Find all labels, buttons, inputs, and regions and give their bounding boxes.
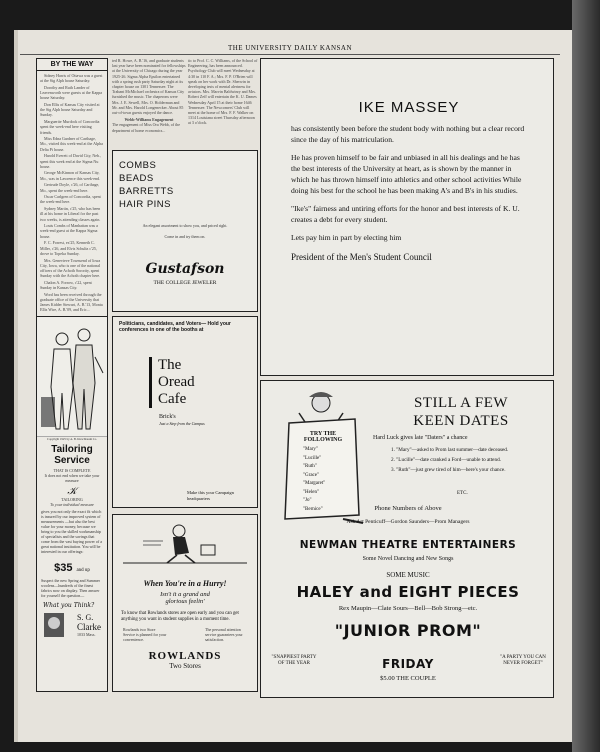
engagement-text: The engagement of Miss Ora Webb, of the department of home economics... — [112, 122, 181, 133]
by-the-way-heading: BY THE WAY — [37, 59, 107, 71]
prom-date-item: 2. "Lucille"—date cranked a Ford—unable to attend. — [391, 457, 501, 463]
tailoring-body: gives you not only the exact fit which is insured by our improved system of measurements —but also the best value for your money, because we bring to you the skilled workmanship of specialists and the savings that come from the vast buying power of a great national institution. You will be interested in our offerings: — [41, 509, 102, 554]
sign-item: "Lucille" — [303, 455, 322, 461]
sign-item: "Bernice" — [303, 506, 323, 512]
rowlands-headline: When You're in a Hurry! — [143, 579, 227, 588]
oread-name-1: The — [158, 357, 182, 373]
by-the-way-item: Mrs. Genevieve Townsend of Iowa City, Iowa, who is one of the national officers of the Achoth Sorority, spent Sunday with the Achoth chapter here. — [40, 257, 101, 279]
sign-item: "Helen" — [303, 489, 320, 495]
society-column-3 — [188, 58, 258, 146]
prom-date-item: 1. "Mary"—asked to Prom last summer—date deceased. — [391, 447, 509, 453]
gustafson-tagline: THE COLLEGE JEWELER — [153, 280, 217, 286]
rowlands-sub-2: glorious feelin' — [165, 598, 205, 605]
prom-hard-luck: Hard Luck gives late "Daters" a chance — [373, 435, 468, 441]
tailoring-sub: THAT IS COMPLETE — [53, 468, 91, 473]
gustafson-item: HAIR PINS — [119, 199, 172, 210]
tailoring-brand-logo: 𝒦 — [67, 486, 77, 497]
by-the-way-item: Sidney Harris of Ottawa was a guest at the Sig Alph house Saturday. — [40, 73, 103, 84]
clarke-name-2: Clarke — [77, 622, 101, 632]
sign-item: "Jo" — [303, 498, 312, 503]
oread-name-2: Oread — [158, 374, 195, 390]
by-the-way-item: Sydney Martin, c'25, who has been ill at his home in Liberal for the past two weeks, is attending classes again. — [40, 206, 101, 222]
sign-items — [293, 446, 353, 514]
tailoring-signature: What you Think? — [43, 602, 95, 609]
two-men-suits-icon — [37, 317, 107, 435]
clarke-emblem-icon — [43, 612, 65, 638]
engagement-heading: Webb-Williams Engagement — [124, 117, 174, 123]
tailoring-ad — [36, 316, 108, 692]
prom-etc: ETC. — [457, 491, 468, 496]
society-text-3: tic to Prof. C. C. Williams, of the School of Engineering, has been announced. Psychology Club will meet Wednesday at 4:30 in 110 F. A.; Mrs. F. P. O'Brien will speak on her work with Dr. Sherwin in developing tests of mental alertness for aviators. Mrs. Marvin Baldwinry and Mrs. Robert Zeff will entertain the K. U. Dames Wednesday April 15 at their home 1646 Tennessee. The Newcomers' Club will meet at the home of Mrs. F. F. Walker on 1314 Louisiana street Thursday afternoon at 3 o'clock. — [188, 58, 258, 126]
tailoring-heading-2: Service — [54, 455, 90, 466]
by-the-way-item: F. C. Forrest, ex'25, Kenneth C. Miller, c'26, and Elvis Schultz c'25, drove to Topeka Sunday. — [40, 240, 97, 256]
oread-footer: Make this your Campaign headquarters — [187, 490, 234, 501]
ike-massey-ad — [260, 58, 554, 376]
by-the-way-item: Marguerite Murdock of Concordia spent the week-end here visiting friends. — [40, 119, 100, 135]
oread-politicians: Politicians, candidates, and Voters— Hold your conferences in one of the booths at — [119, 321, 231, 333]
gustafson-come: Come in and try them on. — [164, 234, 206, 239]
junior-prom-ad — [260, 380, 554, 698]
tailoring-caption: Copyright 1925 by A. B. Kirschbaum Co. — [46, 437, 98, 441]
rowlands-note-right: The personal attention service guarantees your satisfaction. — [205, 627, 243, 642]
by-the-way-item: George McKinnon of Kansas City, Mo., was in Lawrence this week-end. — [40, 170, 100, 181]
by-the-way-items — [37, 73, 107, 313]
tailoring-store-block — [37, 612, 107, 638]
oread-cafe-ad — [112, 316, 258, 508]
tailoring-brand-sub: To your individual measure — [50, 502, 94, 507]
rowlands-note-left: Rowlands two Store Service is planned for your convenience. — [123, 627, 167, 642]
gustafson-item: COMBS — [119, 160, 157, 171]
tailoring-price: $35 — [54, 562, 73, 574]
tailoring-price-row — [37, 558, 107, 576]
by-the-way-item: Dorothy and Ruth Lander of Leavenworth were guests at the Kappa house Saturday. — [40, 84, 103, 101]
by-the-way-item: Oscar Carlgren of Concordia, spent the week-end here. — [40, 194, 101, 205]
by-the-way-item: Louis Combs of Manhattan was a week-end guest at the Kappa Sigma house. — [40, 223, 98, 239]
prom-music: SOME MUSIC — [386, 571, 430, 579]
sign-item: "Ruth" — [303, 464, 317, 469]
sign-item: "Margaret" — [303, 481, 326, 486]
gustafson-item: BEADS — [119, 173, 154, 184]
ike-para-4: Lets pay him in part by electing him — [291, 233, 402, 242]
prom-day: FRIDAY — [382, 657, 434, 671]
prom-price: $5.00 THE COUPLE — [380, 675, 436, 682]
gustafson-invite: An elegant assortment to show you, and priced right. — [142, 223, 228, 228]
ike-para-2: He has proven himself to be fair and unbiased in all his dealings and he has the best interests of the University at heart, as is shown by the manner in which he has thrown himself into athletics and other school activities While doing his best for the school he has been making A's and B's in his studies. — [291, 153, 522, 195]
by-the-way-item: Harold Everett of David City, Neb., spent this week end at the Sigma Nu house. — [40, 153, 102, 169]
rowlands-sub-1: Isn't it a grand and — [160, 591, 210, 598]
prom-headline-1: STILL A FEW — [413, 395, 509, 411]
scan-edge — [572, 0, 600, 752]
oread-brick: Brick's — [159, 414, 176, 420]
sign-item: "Mary" — [303, 447, 318, 452]
masthead: THE UNIVERSITY DAILY KANSAN — [20, 44, 560, 55]
tailoring-brand: TAILORING — [61, 497, 83, 502]
by-the-way-item: Chalon A. Forrow, c'22, spent Sunday in Kansas City. — [40, 279, 92, 291]
society-text-2: ted R. Howe, A. B.'16, and graduate students last year have been nominated for fellowships at the University of Chicago during the year 1925-26. Sigma Alpha Epsilon entertained with a spring rush party Saturday night at its chapter house on 1301 Tennessee. The Trabant McMichael orchestra of Kansas City furnished the music. The chaperons were Mrs. J. E. Sewell, Mrs. O. Holderman and Mr. and Mrs. Harold Longenecker. About 85 out-of-town guests enjoyed the dance. — [112, 58, 186, 116]
rowlands-notes — [113, 623, 257, 642]
sign-text — [293, 431, 353, 514]
prom-rex: Rex Maupin—Clate Sours—Bell—Bob Strong—etc. — [338, 605, 478, 612]
prom-haley: HALEY and EIGHT PIECES — [296, 583, 520, 601]
ike-para-3: "Ike's" fairness and untiring efforts for the honor and best interests of K. U. creates a debt for every student. — [291, 204, 520, 224]
tailoring-heading-1: Tailoring — [51, 444, 93, 455]
tailoring-illustration — [37, 317, 107, 437]
rowlands-body: To know that Rowlands stores are open early and you can get anything you want in student supplies in a moment time. — [121, 611, 239, 622]
rowlands-logo: ROWLANDS — [148, 650, 222, 662]
prom-phone: Phone Numbers of Above — [374, 505, 442, 512]
gustafson-ad — [112, 150, 258, 312]
prom-ask: Ask Art Penticuff—Gordon Saunders—Prom Managers — [346, 519, 470, 525]
rowlands-ad — [112, 514, 258, 692]
clarke-name-1: S. G. — [77, 613, 94, 622]
ike-para-1: has consistently been before the student body with nothing but a clear record since the day of his matriculation. — [291, 124, 525, 144]
prom-date-item: 3. "Ruth"—just grew tired of him—here's your chance. — [391, 467, 506, 473]
prom-date-list — [391, 447, 547, 477]
by-the-way-item: Miss Edna Gardner of Carthage, Mo., visited this week-end at the Alpha Delta Pi house. — [40, 136, 103, 152]
oread-name-3: Cafe — [158, 391, 187, 407]
prom-novel: Some Novel Dancing and New Songs — [362, 556, 454, 562]
gustafson-item: BARRETTS — [119, 186, 174, 197]
prom-left-quote: "SNAPPIEST PARTY OF THE YEAR — [271, 655, 317, 666]
ike-title: IKE MASSEY — [358, 99, 460, 116]
rowlands-logo-sub: Two Stores — [169, 662, 201, 670]
by-the-way-item: Gertrude Doyle, c'26, of Carthage, Mo., spent the week-end here. — [40, 182, 100, 193]
oread-name-block — [149, 357, 257, 408]
prom-title: "JUNIOR PROM" — [334, 621, 482, 640]
by-the-way-item: Don Ellis of Kansas City visited at the Sig Alph house Saturday and Sunday. — [40, 102, 100, 118]
clarke-address: 1033 Mass. — [77, 632, 96, 637]
hurried-student-icon — [113, 515, 257, 575]
tailoring-body-2: Suspect the new Spring and Summer woolens—hundreds of the finest fabrics now on display. Then answer for yourself the question— — [41, 578, 100, 598]
prom-newman: NEWMAN THEATRE ENTERTAINERS — [299, 539, 517, 551]
gustafson-items — [113, 151, 257, 211]
ike-office: President of the Men's Student Council — [291, 252, 432, 262]
by-the-way-item: Word has been received through the graduate office of the University that James Kidder Stewart, A. B.'13, Monta Ellis Wire, A. B.'09, and Eric... — [40, 291, 103, 313]
gustafson-logo: Gustafson — [145, 261, 225, 277]
prom-right-quote: "A PARTY YOU CAN NEVER FORGET" — [500, 655, 546, 666]
tailoring-price-sub: and up — [76, 568, 90, 573]
sign-title: TRY THE FOLLOWING — [303, 431, 343, 443]
tailoring-sub-2: It does not end when we take your measure — [44, 473, 100, 483]
by-the-way-column — [36, 58, 108, 330]
prom-headline-2: KEEN DATES — [413, 413, 509, 429]
oread-brick-sub: Just a Step from the Campus — [159, 421, 205, 426]
sign-item: "Grace" — [303, 472, 320, 478]
society-column-2 — [112, 58, 186, 146]
